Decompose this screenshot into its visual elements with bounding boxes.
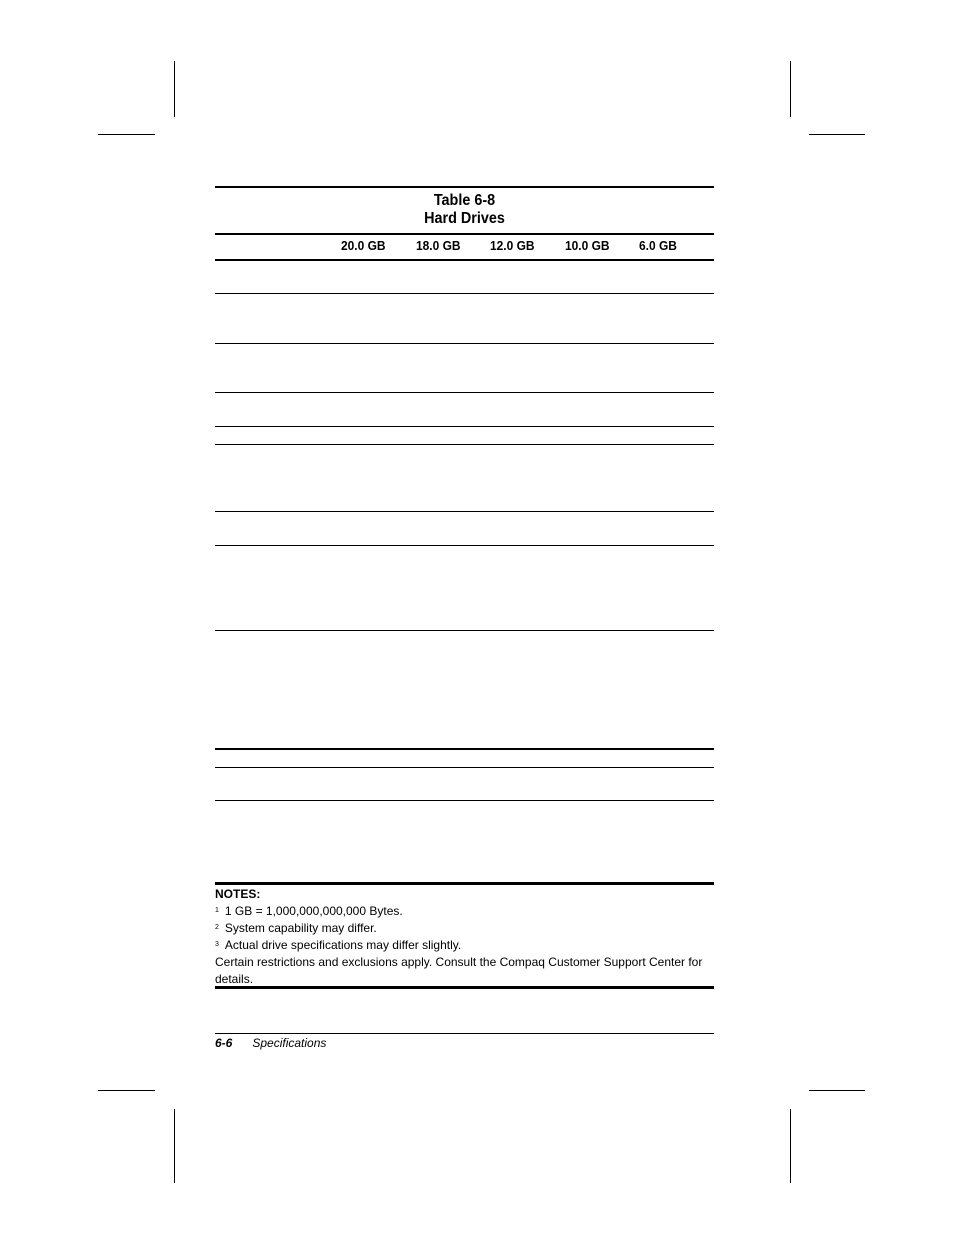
notes-block	[215, 886, 714, 988]
row-divider	[215, 343, 714, 344]
row-divider	[215, 748, 714, 750]
note-marker: 3	[215, 941, 219, 948]
table-header-rule	[215, 259, 714, 261]
note-item	[215, 920, 714, 937]
notes-heading: NOTES:	[215, 887, 261, 901]
row-divider	[215, 545, 714, 546]
column-header-20gb: 20.0 GB	[341, 238, 386, 253]
note-text: Actual drive specifications may differ slightly.	[224, 938, 462, 952]
row-divider	[215, 767, 714, 768]
table-caption-title: Hard Drives	[424, 210, 505, 227]
row-divider	[215, 444, 714, 445]
table-caption-number: Table 6-8	[433, 192, 496, 209]
column-header-12gb: 12.0 GB	[490, 238, 535, 253]
column-header-10gb: 10.0 GB	[565, 238, 610, 253]
page-footer	[215, 1036, 326, 1050]
column-header-6gb: 6.0 GB	[639, 238, 677, 253]
crop-mark-bottom-right-vertical	[790, 1109, 791, 1183]
crop-mark-bottom-left-vertical	[174, 1109, 175, 1183]
notes-bottom-rule	[215, 986, 714, 989]
page-number: 6-6	[215, 1036, 233, 1050]
crop-mark-bottom-left-horizontal	[98, 1090, 155, 1091]
section-title: Specifications	[252, 1036, 327, 1050]
notes-top-rule	[215, 882, 714, 885]
table-top-rule	[215, 186, 714, 188]
row-divider	[215, 426, 714, 427]
table-caption-rule	[215, 233, 714, 235]
crop-mark-bottom-right-horizontal	[809, 1090, 865, 1091]
footer-rule	[215, 1033, 714, 1034]
note-text: 1 GB = 1,000,000,000,000 Bytes.	[224, 904, 403, 918]
row-divider	[215, 630, 714, 631]
note-text: System capability may differ.	[224, 921, 377, 935]
note-item	[215, 937, 714, 954]
crop-mark-top-right-vertical	[790, 61, 791, 117]
row-divider	[215, 800, 714, 801]
row-divider	[215, 392, 714, 393]
note-item	[215, 903, 714, 920]
row-divider	[215, 511, 714, 512]
crop-mark-top-right-horizontal	[809, 134, 865, 135]
notes-disclaimer: Certain restrictions and exclusions apply. Consult the Compaq Customer Support Center for details.	[215, 955, 703, 986]
column-header-18gb: 18.0 GB	[416, 238, 461, 253]
note-marker: 2	[215, 924, 219, 931]
note-marker: 1	[215, 907, 219, 914]
crop-mark-top-left-horizontal	[98, 134, 155, 135]
crop-mark-top-left-vertical	[174, 61, 175, 117]
row-divider	[215, 293, 714, 294]
